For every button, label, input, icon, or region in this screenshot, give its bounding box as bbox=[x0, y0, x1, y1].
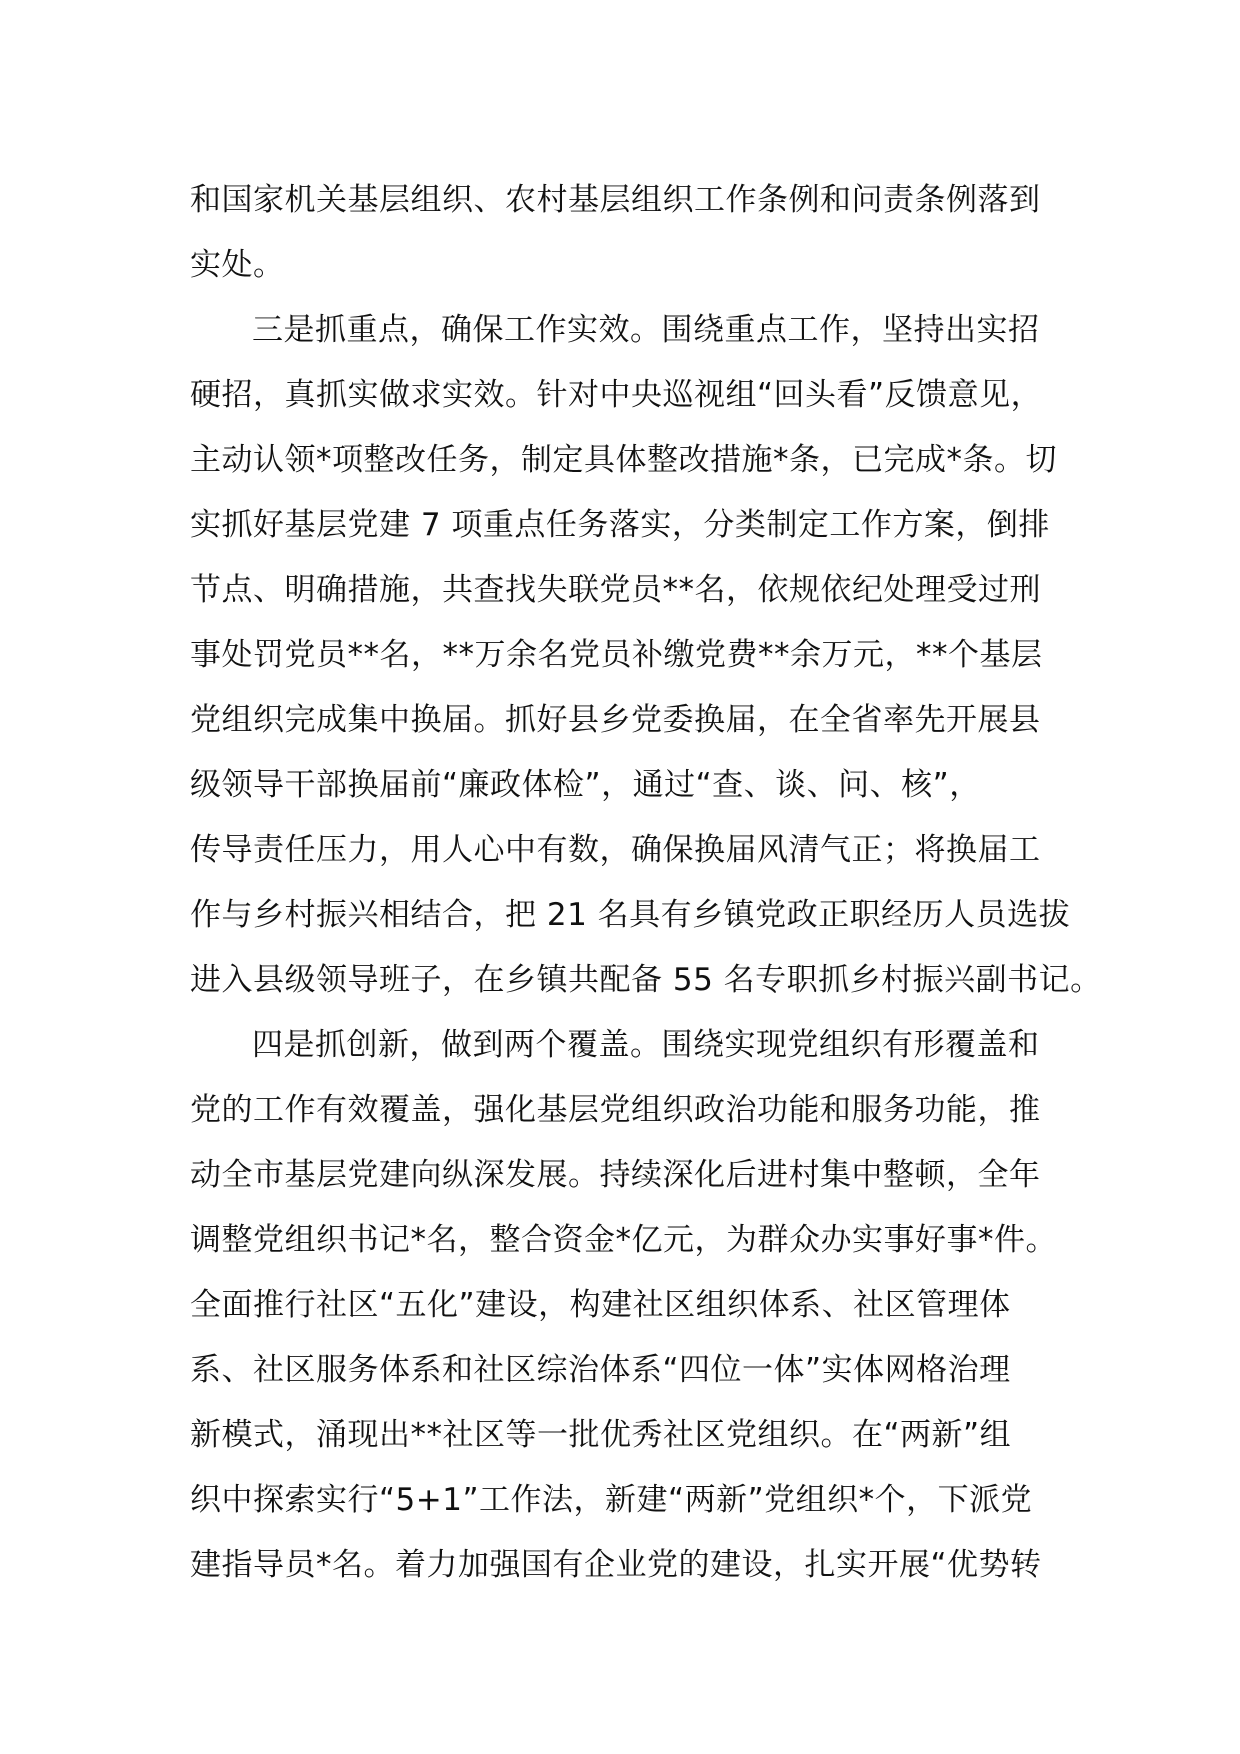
text-line: 新模式，涌现出**社区等一批优秀社区党组织。在“两新”组 bbox=[190, 1417, 1012, 1453]
text-line: 和国家机关基层组织、农村基层组织工作条例和问责条例落到 bbox=[190, 182, 1041, 218]
text-line: 建指导员*名。着力加强国有企业党的建设，扎实开展“优势转 bbox=[190, 1547, 1042, 1583]
text-line: 全面推行社区“五化”建设，构建社区组织体系、社区管理体 bbox=[190, 1287, 1011, 1323]
paragraph-start-line: 三是抓重点，确保工作实效。围绕重点工作，坚持出实招 bbox=[252, 312, 1040, 348]
text-line: 系、社区服务体系和社区综治体系“四位一体”实体网格治理 bbox=[190, 1352, 1011, 1388]
text-line: 进入县级领导班子，在乡镇共配备 55 名专职抓乡村振兴副书记。 bbox=[190, 962, 1102, 998]
text-line: 织中探索实行“5+1”工作法，新建“两新”党组织*个，下派党 bbox=[190, 1482, 1033, 1518]
text-line: 事处罚党员**名，**万余名党员补缴党费**余万元，**个基层 bbox=[190, 637, 1043, 673]
text-line: 动全市基层党建向纵深发展。持续深化后进村集中整顿，全年 bbox=[190, 1157, 1041, 1193]
text-line: 节点、明确措施，共查找失联党员**名，依规依纪处理受过刑 bbox=[190, 572, 1041, 608]
text-line: 主动认领*项整改任务，制定具体整改措施*条，已完成*条。切 bbox=[190, 442, 1057, 478]
text-line: 硬招，真抓实做求实效。针对中央巡视组“回头看”反馈意见， bbox=[190, 377, 1043, 413]
text-line: 传导责任压力，用人心中有数，确保换届风清气正；将换届工 bbox=[190, 832, 1041, 868]
paragraph-start-line: 四是抓创新，做到两个覆盖。围绕实现党组织有形覆盖和 bbox=[252, 1027, 1040, 1063]
text-line: 实处。 bbox=[190, 247, 285, 283]
body-text bbox=[190, 168, 1102, 1598]
text-line: 调整党组织书记*名，整合资金*亿元，为群众办实事好事*件。 bbox=[190, 1222, 1057, 1258]
text-line: 作与乡村振兴相结合，把 21 名具有乡镇党政正职经历人员选拔 bbox=[190, 897, 1071, 933]
text-line: 党组织完成集中换届。抓好县乡党委换届，在全省率先开展县 bbox=[190, 702, 1041, 738]
text-line: 党的工作有效覆盖，强化基层党组织政治功能和服务功能，推 bbox=[190, 1092, 1041, 1128]
text-line: 实抓好基层党建 7 项重点任务落实，分类制定工作方案，倒排 bbox=[190, 507, 1050, 543]
text-line: 级领导干部换届前“廉政体检”，通过“查、谈、问、核”， bbox=[190, 767, 981, 803]
